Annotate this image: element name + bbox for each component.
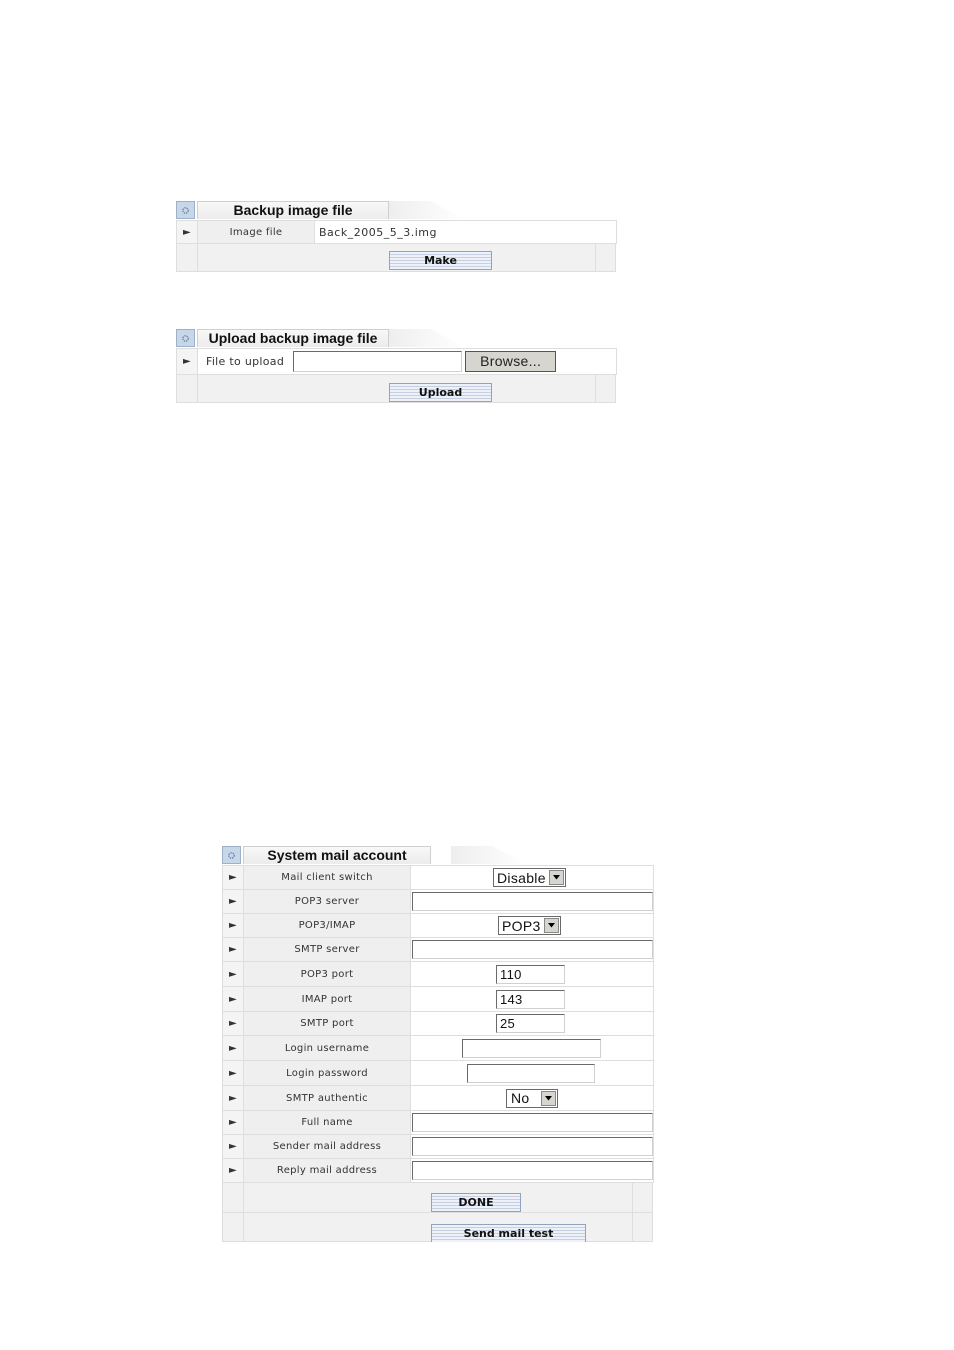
image-file-value: Back_2005_5_3.img [319,225,437,239]
upload-button[interactable]: Upload [389,383,492,402]
backup-button-row [176,244,616,272]
login-password-label: Login password [244,1061,411,1086]
row-marker-icon: ► [223,1159,244,1183]
smtp-server-input[interactable] [412,940,653,959]
imap-port-input[interactable]: 143 [496,990,565,1009]
upload-panel-header [176,328,616,348]
row-marker-icon: ► [223,914,244,938]
backup-panel-title: Backup image file [197,201,389,219]
done-button[interactable]: DONE [431,1193,521,1212]
panel-icon [222,846,241,864]
smtp-authentic-label: SMTP authentic [244,1086,411,1111]
backup-image-panel [176,200,616,272]
row-full-name [223,1111,654,1135]
row-sender-mail-address [223,1135,654,1159]
reply-mail-address-input[interactable] [412,1161,653,1180]
send-mail-test-button[interactable]: Send mail test [431,1224,586,1242]
row-marker-icon: ► [223,866,244,890]
row-marker-icon: ► [223,938,244,962]
mail-form [222,865,654,1183]
row-smtp-server [223,938,654,962]
pop3-imap-select[interactable]: POP3 [498,916,561,935]
mail-panel-title: System mail account [243,846,431,864]
upload-form [176,348,617,375]
row-marker-icon: ► [223,890,244,914]
row-login-username [223,1036,654,1061]
smtp-port-label: SMTP port [244,1012,411,1036]
row-marker-icon: ► [223,1135,244,1159]
file-to-upload-label: File to upload [206,355,285,368]
sender-mail-address-input[interactable] [412,1137,653,1156]
done-button-row [222,1183,653,1213]
backup-panel-header [176,200,616,220]
login-username-input[interactable] [462,1039,601,1058]
row-login-password [223,1061,654,1086]
panel-icon [176,329,195,347]
row-marker-icon: ► [177,221,198,244]
row-pop3-imap [223,914,654,938]
row-marker-icon: ► [223,1111,244,1135]
upload-image-panel [176,328,616,403]
row-smtp-authentic [223,1086,654,1111]
sender-mail-address-label: Sender mail address [244,1135,411,1159]
row-pop3-port [223,962,654,987]
upload-button-row [176,375,616,403]
mail-client-switch-label: Mail client switch [244,866,411,890]
reply-mail-address-label: Reply mail address [244,1159,411,1183]
imap-port-label: IMAP port [244,987,411,1012]
row-imap-port [223,987,654,1012]
browse-button[interactable]: Browse... [465,351,556,372]
row-mail-client-switch [223,866,654,890]
row-marker-icon: ► [223,1086,244,1111]
row-marker-icon: ► [223,1012,244,1036]
image-file-label: Image file [198,221,315,244]
mail-panel-header [222,845,653,865]
pop3-server-input[interactable] [412,892,653,911]
pop3-imap-label: POP3/IMAP [244,914,411,938]
chevron-down-icon [544,918,559,933]
row-marker-icon: ► [177,349,198,375]
row-marker-icon: ► [223,1036,244,1061]
send-test-button-row [222,1213,653,1242]
mail-client-switch-select[interactable]: Disable [493,868,566,887]
smtp-port-input[interactable]: 25 [496,1014,565,1033]
backup-form [176,220,617,244]
row-marker-icon: ► [223,987,244,1012]
row-smtp-port [223,1012,654,1036]
smtp-authentic-select[interactable]: No [506,1089,558,1108]
full-name-input[interactable] [412,1113,653,1132]
chevron-down-icon [541,1091,556,1106]
login-password-input[interactable] [467,1064,595,1083]
pop3-port-label: POP3 port [244,962,411,987]
row-pop3-server [223,890,654,914]
upload-panel-title: Upload backup image file [197,329,389,347]
pop3-server-label: POP3 server [244,890,411,914]
file-path-input[interactable] [293,351,462,372]
full-name-label: Full name [244,1111,411,1135]
chevron-down-icon [549,870,564,885]
row-marker-icon: ► [223,1061,244,1086]
row-marker-icon: ► [223,962,244,987]
login-username-label: Login username [244,1036,411,1061]
row-reply-mail-address [223,1159,654,1183]
panel-icon [176,201,195,219]
pop3-port-input[interactable]: 110 [496,965,565,984]
make-button[interactable]: Make [389,251,492,270]
smtp-server-label: SMTP server [244,938,411,962]
mail-account-panel [222,845,653,1242]
